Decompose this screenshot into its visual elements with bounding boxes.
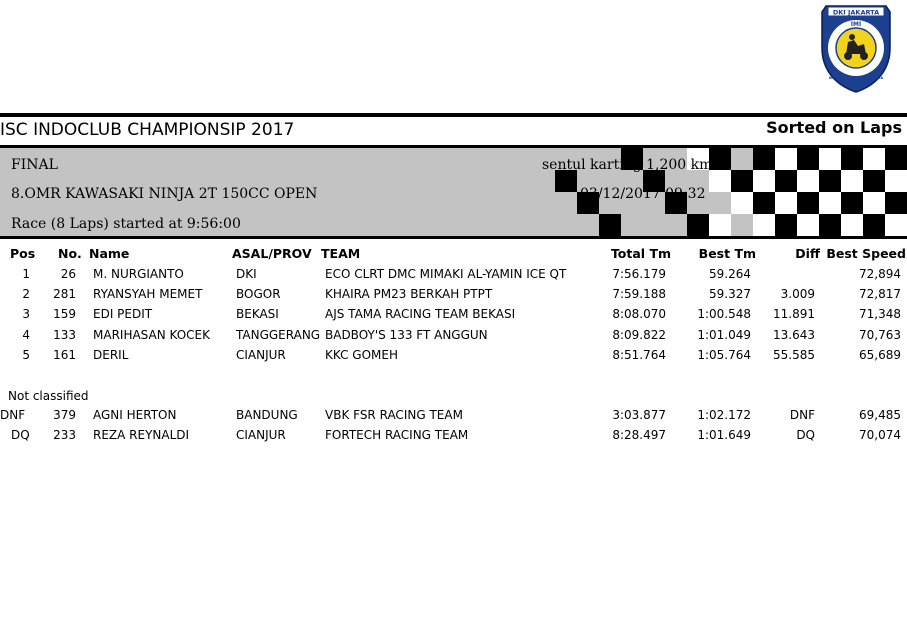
cell-no: 133 (53, 328, 76, 342)
checker-cell (863, 214, 885, 236)
checker-cell (819, 192, 841, 214)
cell-name: MARIHASAN KOCEK (93, 328, 210, 342)
logo-top-text: DKI JAKARTA (832, 8, 880, 17)
table-row (0, 304, 907, 324)
checker-cell (599, 214, 621, 236)
cell-speed: 70,763 (859, 328, 901, 342)
checker-cell (841, 192, 863, 214)
not-classified-label: Not classified (8, 389, 89, 403)
cell-name: REZA REYNALDI (93, 428, 190, 442)
table-row (0, 325, 907, 345)
cell-name: M. NURGIANTO (93, 267, 184, 281)
cell-name: EDI PEDIT (93, 307, 153, 321)
race-datetime: 03/12/2017 09:32 (580, 186, 706, 202)
checker-cell (819, 214, 841, 236)
checker-cell (775, 214, 797, 236)
cell-team: KKC GOMEH (325, 348, 398, 362)
cell-speed: 71,348 (859, 307, 901, 321)
logo-abbrev: IMI (850, 21, 862, 28)
cell-total: 8:28.497 (612, 428, 666, 442)
table-row (0, 264, 907, 284)
cell-name: RYANSYAH MEMET (93, 287, 203, 301)
cell-name: AGNI HERTON (93, 408, 177, 422)
cell-total: 8:51.764 (612, 348, 666, 362)
checker-cell (775, 148, 797, 170)
cell-best: 1:00.548 (697, 307, 751, 321)
cell-diff: DQ (796, 428, 815, 442)
col-name: Name (89, 246, 130, 261)
checker-cell (863, 170, 885, 192)
cell-asal: CIANJUR (236, 428, 286, 442)
cell-speed: 65,689 (859, 348, 901, 362)
cell-speed: 72,894 (859, 267, 901, 281)
cell-total: 3:03.877 (612, 408, 666, 422)
checker-cell (775, 192, 797, 214)
checker-cell (753, 170, 775, 192)
checker-cell (885, 192, 907, 214)
col-total: Total Tm (610, 246, 671, 261)
checker-cell (841, 170, 863, 192)
cell-total: 7:59.188 (612, 287, 666, 301)
session-label: FINAL (11, 157, 58, 173)
cell-diff: DNF (789, 408, 815, 422)
imi-dki-jakarta-logo (818, 4, 894, 94)
table-row (0, 405, 907, 425)
cell-best: 1:02.172 (697, 408, 751, 422)
cell-best: 1:01.049 (697, 328, 751, 342)
checker-cell (731, 192, 753, 214)
checker-cell (753, 214, 775, 236)
event-name: 8.OMR KAWASAKI NINJA 2T 150CC OPEN (11, 186, 318, 202)
checker-cell (731, 170, 753, 192)
cell-team: BADBOY'S 133 FT ANGGUN (325, 328, 488, 342)
cell-asal: BANDUNG (236, 408, 298, 422)
col-diff: Diff (795, 246, 820, 261)
logo-emblem-text: IKATAN MOTOR INDONESIA (828, 76, 884, 80)
cell-asal: DKI (236, 267, 257, 281)
cell-pos: 3 (22, 307, 30, 321)
cell-asal: CIANJUR (236, 348, 286, 362)
cell-no: 161 (53, 348, 76, 362)
checker-cell (819, 170, 841, 192)
cell-no: 379 (53, 408, 76, 422)
checker-cell (797, 170, 819, 192)
col-pos: Pos (10, 246, 36, 261)
cell-best: 59.264 (709, 267, 751, 281)
cell-total: 8:09.822 (612, 328, 666, 342)
cell-asal: BEKASI (236, 307, 279, 321)
checker-cell (775, 170, 797, 192)
checker-cell (753, 192, 775, 214)
cell-pos: 1 (22, 267, 30, 281)
cell-asal: BOGOR (236, 287, 281, 301)
col-speed: Best Speed (826, 246, 906, 261)
checker-cell (797, 214, 819, 236)
cell-pos: 2 (22, 287, 30, 301)
cell-team: AJS TAMA RACING TEAM BEKASI (325, 307, 516, 321)
table-row (0, 284, 907, 304)
table-row (0, 345, 907, 365)
cell-best: 1:01.649 (697, 428, 751, 442)
col-team: TEAM (321, 246, 361, 261)
checker-cell (687, 214, 709, 236)
checker-cell (885, 170, 907, 192)
cell-pos: 4 (22, 328, 30, 342)
cell-no: 233 (53, 428, 76, 442)
checker-cell (819, 148, 841, 170)
checker-cell (753, 148, 775, 170)
table-row (0, 425, 907, 445)
cell-speed: 70,074 (859, 428, 901, 442)
checker-cell (885, 148, 907, 170)
session-info-band (0, 145, 907, 239)
race-info: Race (8 Laps) started at 9:56:00 (11, 216, 241, 232)
sort-label: Sorted on Laps (766, 118, 902, 137)
cell-pos: DQ (11, 428, 30, 442)
cell-diff: 55.585 (773, 348, 815, 362)
cell-asal: TANGGERANG (236, 328, 321, 342)
cell-diff: 11.891 (773, 307, 815, 321)
checker-cell (863, 192, 885, 214)
cell-pos: DNF (0, 408, 26, 422)
cell-pos: 5 (22, 348, 30, 362)
checker-cell (709, 214, 731, 236)
col-asal: ASAL/PROV (232, 246, 312, 261)
cell-speed: 72,817 (859, 287, 901, 301)
cell-best: 1:05.764 (697, 348, 751, 362)
track-info: sentul karting 1,200 km (542, 157, 713, 173)
cell-team: ECO CLRT DMC MIMAKI AL-YAMIN ICE QT (325, 267, 567, 281)
cell-best: 59.327 (709, 287, 751, 301)
cell-no: 26 (60, 267, 76, 281)
checker-cell (797, 192, 819, 214)
checker-cell (841, 148, 863, 170)
checker-cell (797, 148, 819, 170)
cell-total: 7:56.179 (612, 267, 666, 281)
cell-name: DERIL (93, 348, 129, 362)
checker-cell (863, 148, 885, 170)
cell-no: 281 (53, 287, 76, 301)
cell-diff: 3.009 (780, 287, 815, 301)
championship-title: ISC INDOCLUB CHAMPIONSIP 2017 (0, 120, 295, 140)
checker-cell (885, 214, 907, 236)
cell-team: KHAIRA PM23 BERKAH PTPT (325, 287, 493, 301)
col-best: Best Tm (698, 246, 756, 261)
col-no: No. (58, 246, 82, 261)
checker-cell (841, 214, 863, 236)
cell-team: FORTECH RACING TEAM (325, 428, 469, 442)
cell-team: VBK FSR RACING TEAM (325, 408, 463, 422)
cell-total: 8:08.070 (612, 307, 666, 321)
cell-diff: 13.643 (773, 328, 815, 342)
cell-no: 159 (53, 307, 76, 321)
cell-speed: 69,485 (859, 408, 901, 422)
